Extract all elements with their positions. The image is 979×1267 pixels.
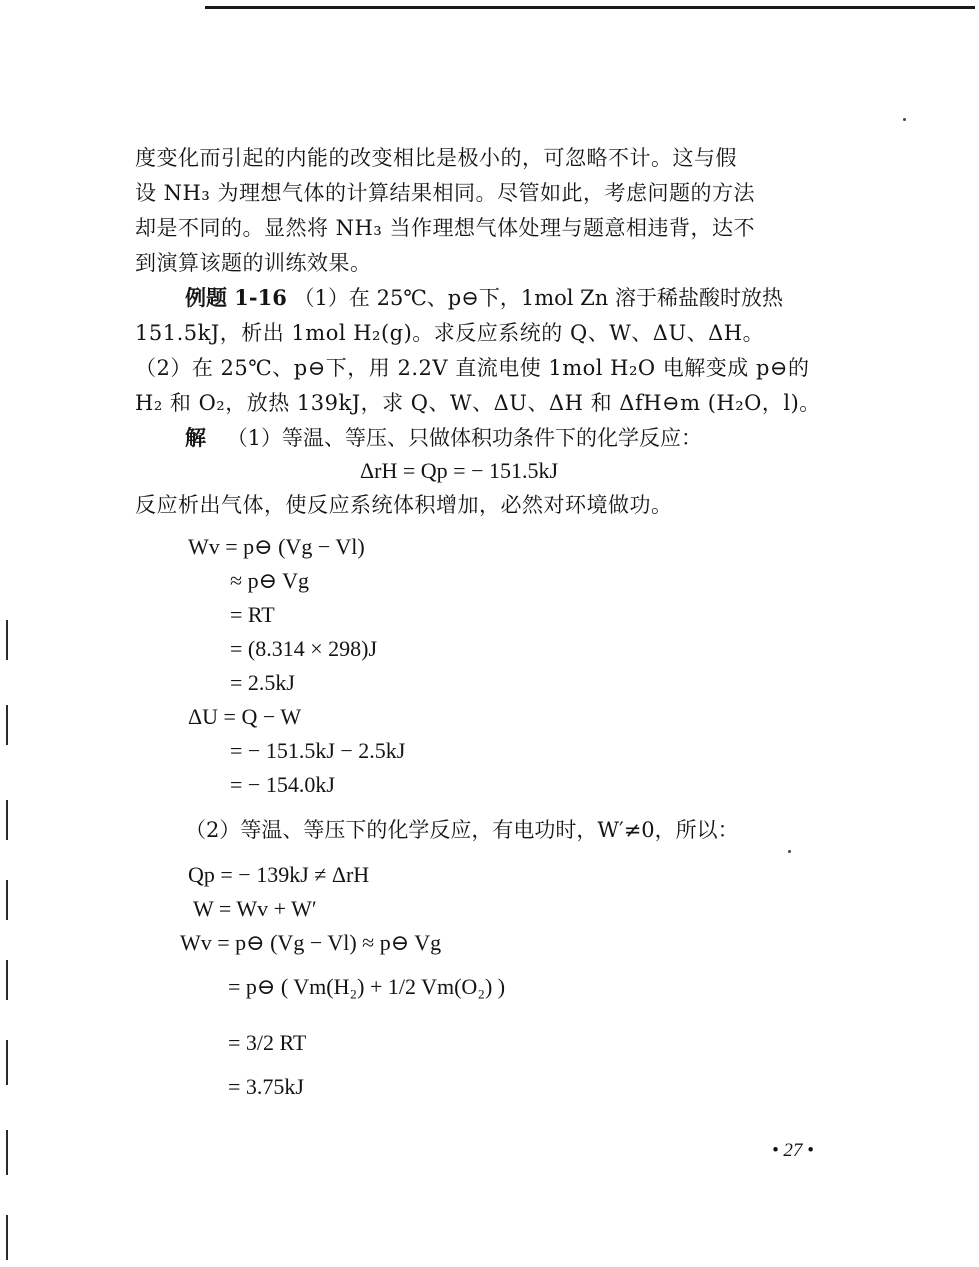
equation-step: Qp = − 139kJ ≠ ΔrH — [188, 862, 370, 887]
equation-step: = RT — [230, 602, 275, 627]
equation-step: = 3.75kJ — [228, 1074, 304, 1099]
equation-step: = − 154.0kJ — [230, 772, 335, 797]
binding-mark — [6, 880, 8, 920]
equation-step: ≈ p⊖ Vg — [230, 568, 309, 593]
example-first-line — [185, 283, 783, 313]
example-text: （1）在 25℃、p⊖下，1mol Zn 溶于稀盐酸时放热 — [293, 286, 783, 310]
equation-step: = (8.314 × 298)J — [230, 636, 378, 661]
equation-step: Wv = p⊖ (Vg − Vl) ≈ p⊖ Vg — [180, 930, 442, 955]
main-equation: ΔrH = Qp = − 151.5kJ — [360, 458, 559, 483]
equation-step: = p⊖ ( Vm(H₂) + 1/2 Vm(O₂) ) — [228, 974, 506, 999]
equation-step: = − 151.5kJ − 2.5kJ — [230, 738, 406, 763]
example-label: 例题 1-16 — [185, 285, 287, 310]
binding-mark — [6, 705, 8, 745]
equation-step: ΔU = Q − W — [188, 704, 302, 729]
binding-mark — [6, 1215, 8, 1260]
solution-line: 反应析出气体，使反应系统体积增加，必然对环境做功。 — [135, 493, 673, 517]
binding-mark — [6, 960, 8, 1000]
example-line: H₂ 和 O₂，放热 139kJ，求 Q、W、ΔU、ΔH 和 ΔfH⊖m (H₂O，l)。 — [135, 391, 821, 415]
example-line: 151.5kJ，析出 1mol H₂(g)。求反应系统的 Q、W、ΔU、ΔH。 — [135, 321, 765, 345]
equation-step: W = Wv + W′ — [193, 896, 317, 921]
solution-first-line — [185, 423, 702, 453]
example-line: （2）在 25℃、p⊖下，用 2.2V 直流电使 1mol H₂O 电解变成 p⊖的 — [135, 356, 810, 380]
equation-step: Wv = p⊖ (Vg − Vl) — [188, 534, 365, 559]
solution-text: （1）等温、等压、只做体积功条件下的化学反应： — [226, 426, 703, 450]
equation-step: = 2.5kJ — [230, 670, 295, 695]
paragraph-line: 到演算该题的训练效果。 — [135, 251, 372, 275]
binding-mark — [6, 800, 8, 840]
equation-step: = 3/2 RT — [228, 1030, 307, 1055]
scan-speck — [788, 850, 791, 853]
binding-mark — [6, 620, 8, 660]
paragraph-line: 度变化而引起的内能的改变相比是极小的，可忽略不计。这与假 — [135, 146, 737, 170]
solution-label: 解 — [185, 425, 206, 450]
paragraph-line: 却是不同的。显然将 NH₃ 当作理想气体处理与题意相违背，达不 — [135, 216, 755, 240]
header-rule — [205, 6, 975, 9]
scan-speck — [903, 118, 906, 121]
page-number: • 27 • — [772, 1140, 814, 1161]
part2-intro: （2）等温、等压下的化学反应，有电功时，W′≠0，所以： — [185, 818, 739, 842]
binding-mark — [6, 1040, 8, 1085]
binding-mark — [6, 1130, 8, 1175]
paragraph-line: 设 NH₃ 为理想气体的计算结果相同。尽管如此，考虑问题的方法 — [135, 181, 755, 205]
